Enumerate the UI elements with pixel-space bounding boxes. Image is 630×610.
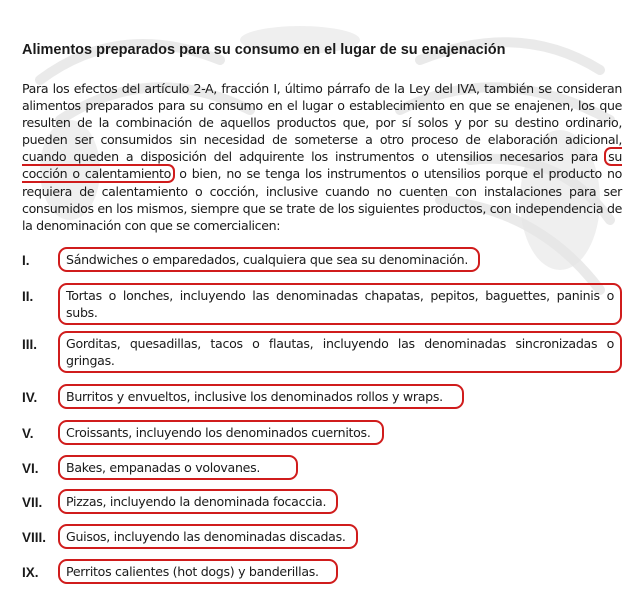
intro-paragraph bbox=[22, 80, 622, 234]
list-item-4: Burritos y envueltos, inclusive los denominados rollos y wraps. bbox=[58, 384, 464, 409]
intro-text-before: Para los efectos del artículo 2-A, fracción I, último párrafo de la Ley del IVA, también se consideran alimentos preparados para su consumo en el lugar o establecimiento en que se enajenen, los que resulten de la combinación de aquellos productos que, por sí solos y por su destino ordinario, pueden ser consumidos sin necesidad de someterse a otro proceso de elaboración adicional, cuando queden a disposición del adquirente los instrumentos o utensilios necesarios para bbox=[22, 81, 622, 165]
item-numeral-3: III. bbox=[22, 337, 38, 352]
item-numeral-9: IX. bbox=[22, 565, 39, 580]
list-item-8: Guisos, incluyendo las denominadas discadas. bbox=[58, 524, 358, 549]
item-numeral-5: V. bbox=[22, 426, 34, 441]
list-item-3: Gorditas, quesadillas, tacos o flautas, incluyendo las denominadas sincronizadas o gringas. bbox=[58, 331, 622, 373]
list-item-9: Perritos calientes (hot dogs) y banderillas. bbox=[58, 559, 338, 584]
intro-text-after: o bien, no se tenga los instrumentos o utensilios porque el producto no requiera de calentamiento o cocción, inclusive cuando no cuenten con instalaciones para ser consumidos en los mismos, siempre que se trate de los siguientes productos, con independencia de la denominación con que se comercialicen: bbox=[22, 166, 622, 233]
section-heading: Alimentos preparados para su consumo en el lugar de su enajenación bbox=[22, 42, 506, 58]
list-item-7: Pizzas, incluyendo la denominada focaccia. bbox=[58, 489, 338, 514]
item-numeral-2: II. bbox=[22, 289, 34, 304]
list-item-5: Croissants, incluyendo los denominados cuernitos. bbox=[58, 420, 384, 445]
item-numeral-7: VII. bbox=[22, 495, 43, 510]
item-numeral-4: IV. bbox=[22, 390, 38, 405]
list-item-1: Sándwiches o emparedados, cualquiera que sea su denominación. bbox=[58, 247, 480, 272]
item-numeral-8: VIII. bbox=[22, 530, 47, 545]
highlighted-phrase: su cocción o calentamiento bbox=[22, 149, 623, 182]
list-item-2: Tortas o lonches, incluyendo las denominadas chapatas, pepitos, baguettes, paninis o subs. bbox=[58, 283, 622, 325]
item-numeral-1: I. bbox=[22, 253, 30, 268]
item-numeral-6: VI. bbox=[22, 461, 39, 476]
list-item-6: Bakes, empanadas o volovanes. bbox=[58, 455, 298, 480]
